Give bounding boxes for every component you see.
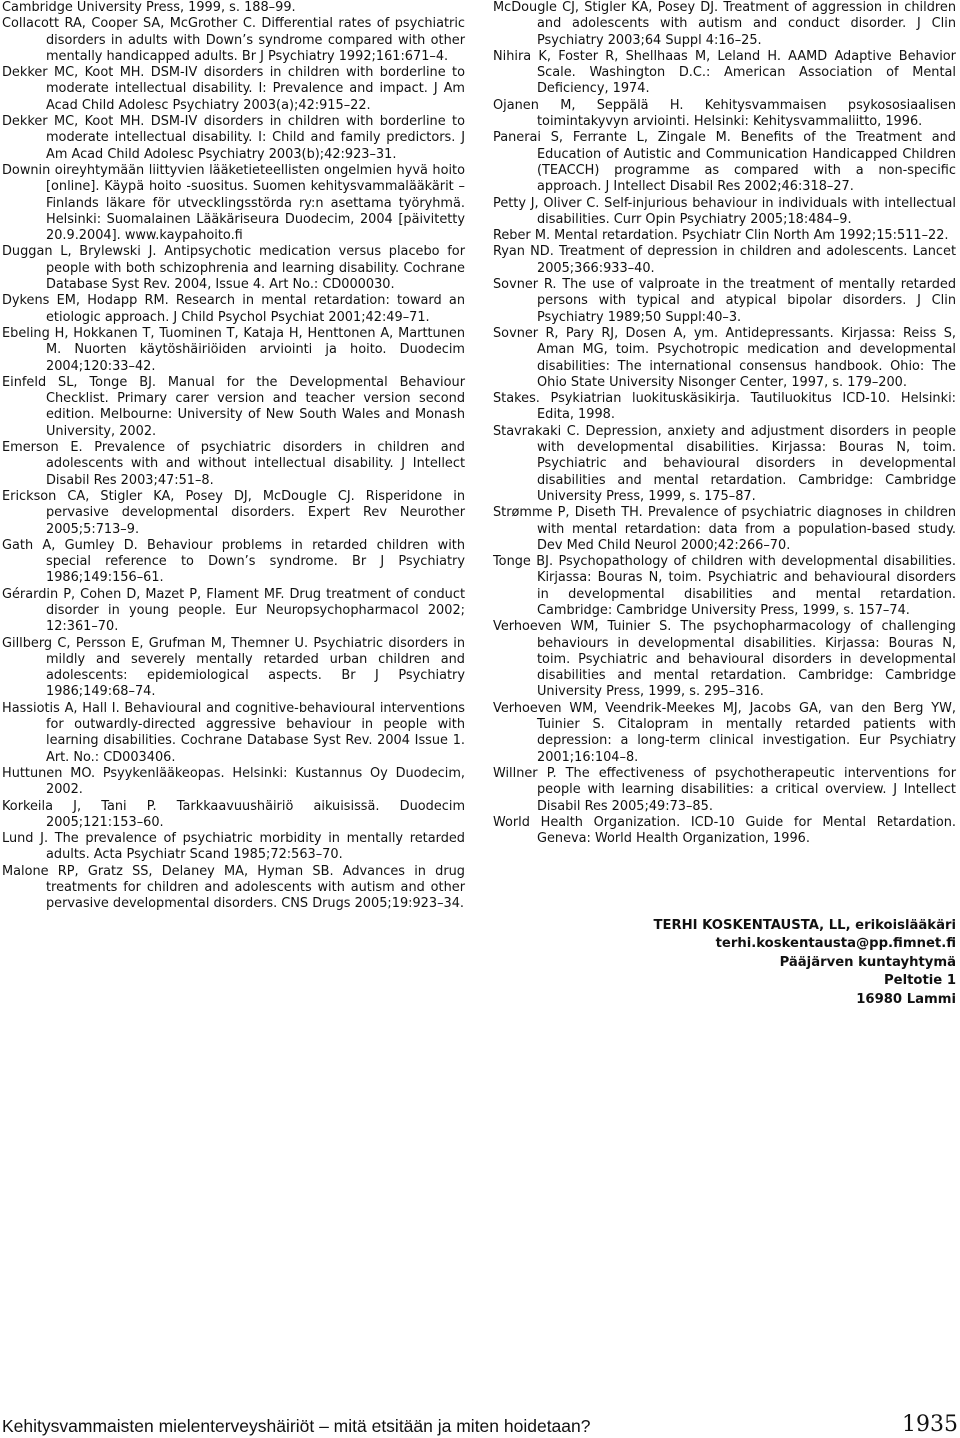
reference-item: Verhoeven WM, Tuinier S. The psychopharmacology of challenging behaviours in developmental disabilities. Kirjassa: Bouras N, toim. Psychiatric and behavioural disorders in developmental disabilities and mental retardation. Cambridge: Cambridge University Press, 1999, s. 295–316.	[493, 619, 956, 700]
reference-item: Nihira K, Foster R, Shellhaas M, Leland H. AAMD Adaptive Behavior Scale. Washington D.C.: American Association of Mental Deficiency, 1974.	[493, 48, 956, 97]
reference-item: Gath A, Gumley D. Behaviour problems in retarded children with special reference to Down’s syndrome. Br J Psychiatry 1986;149:156–61.	[2, 537, 465, 586]
reference-item: Dekker MC, Koot MH. DSM-IV disorders in children with borderline to moderate intellectual disability. I: Prevalence and impact. J Am Acad Child Adolesc Psychiatry 2003(a);42:915–22.	[2, 65, 465, 113]
reference-item: Ebeling H, Hokkanen T, Tuominen T, Kataja H, Henttonen A, Marttunen M. Nuorten käytöshäiriöiden arviointi ja hoito. Duodecim 2004;120:33–42.	[2, 325, 465, 374]
reference-item: Petty J, Oliver C. Self-injurious behaviour in individuals with intellectual disabilities. Curr Opin Psychiatry 2005;18:484–9.	[493, 195, 956, 227]
reference-item: Gillberg C, Persson E, Grufman M, Themner U. Psychiatric disorders in mildly and severely mentally retarded urban children and adolescents: epidemiological aspects. Br J Psychiatry 1986;149:68–74.	[2, 635, 465, 700]
reference-item: Strømme P, Diseth TH. Prevalence of psychiatric diagnoses in children with mental retardation: data from a population-based study. Dev Med Child Neurol 2000;42:266–70.	[493, 505, 956, 553]
reference-item: Stakes. Psykiatrian luokituskäsikirja. Tautiluokitus ICD-10. Helsinki: Edita, 1998.	[493, 391, 956, 423]
reference-column-right	[493, 0, 956, 847]
page-number: 1935	[902, 1412, 958, 1437]
reference-item: Sovner R. The use of valproate in the treatment of mentally retarded persons with typical and atypical bipolar disorders. J Clin Psychiatry 1989;50 Suppl:40–3.	[493, 277, 956, 325]
reference-item: Dykens EM, Hodapp RM. Research in mental retardation: toward an etiologic approach. J Child Psychol Psychiat 2001;42:49–71.	[2, 293, 465, 325]
reference-item: Erickson CA, Stigler KA, Posey DJ, McDougle CJ. Risperidone in pervasive developmental disorders. Expert Rev Neurother 2005;5:713–9.	[2, 488, 465, 537]
reference-item: Korkeila J, Tani P. Tarkkaavuushäiriö aikuisissä. Duodecim 2005;121:153–60.	[2, 798, 465, 830]
author-name: TERHI KOSKENTAUSTA, LL, erikoislääkäri	[653, 918, 956, 933]
running-title: Kehitysvammaisten mielenterveyshäiriöt – mitä etsitään ja miten hoidetaan?	[2, 1416, 591, 1436]
reference-item: Downin oireyhtymään liittyvien lääketieteellisten ongelmien hyvä hoito [online]. Käypä hoito -suositus. Suomen kehitysvammalääkärit – Finlands läkare för utvecklingsstörda ry:n asettama työryhmä. Helsinki: Suomalainen Lääkäriseura Duodecim, 2004 [päivitetty 20.9.2004]. www.kaypahoito.fi	[2, 162, 465, 244]
reference-item: World Health Organization. ICD-10 Guide for Mental Retardation. Geneva: World Health Organization, 1996.	[493, 814, 956, 847]
author-email: terhi.koskentausta@pp.fimnet.fi	[715, 936, 956, 952]
reference-item: Panerai S, Ferrante L, Zingale M. Benefits of the Treatment and Education of Autistic and Communication Handicapped Children (TEACCH) programme as compared with a non-specific approach. J Intellect Disabil Res 2002;46:318–27.	[493, 130, 956, 195]
author-organization: Pääjärven kuntayhtymä	[779, 954, 956, 970]
reference-item: Emerson E. Prevalence of psychiatric disorders in children and adolescents with and without intellectual disability. J Intellect Disabil Res 2003;47:51–8.	[2, 440, 465, 488]
reference-item: Cambridge University Press, 1999, s. 188–99.	[2, 0, 296, 15]
reference-item: Verhoeven WM, Veendrik-Meekes MJ, Jacobs GA, van den Berg YW, Tuinier S. Citalopram in mentally retarded patients with depression: a long-term clinical investigation. Eur Psychiatry 2001;16:104–8.	[493, 700, 956, 765]
reference-item: Tonge BJ. Psychopathology of children with developmental disabilities. Kirjassa: Bouras N, toim. Psychiatric and behavioural disorders in developmental disabilities and mental retardation. Cambridge: Cambridge University Press, 1999, s. 157–74.	[493, 554, 956, 618]
reference-item: Gérardin P, Cohen D, Mazet P, Flament MF. Drug treatment of conduct disorder in young people. Eur Neuropsychopharmacol 2002; 12:361–70.	[2, 586, 465, 635]
author-street: Peltotie 1	[883, 973, 956, 989]
author-postal: 16980 Lammi	[856, 991, 956, 1007]
reference-column-left	[2, 0, 465, 913]
author-contact-block	[556, 917, 956, 1009]
reference-item: Sovner R, Pary RJ, Dosen A, ym. Antidepressants. Kirjassa: Reiss S, Aman MG, toim. Psychotropic medication and developmental disabilities: The international consensus handbook. Ohio: The Ohio State University Nisonger Center, 1997, s. 179–200.	[493, 325, 956, 390]
reference-item: Duggan L, Brylewski J. Antipsychotic medication versus placebo for people with both schizophrenia and learning disability. Cochrane Database Syst Rev. 2004, Issue 4. Art No.: CD000030.	[2, 244, 465, 293]
reference-item: Huttunen MO. Psyykenlääkeopas. Helsinki: Kustannus Oy Duodecim, 2002.	[2, 765, 465, 798]
reference-item: Einfeld SL, Tonge BJ. Manual for the Developmental Behaviour Checklist. Primary carer version and teacher version second edition. Melbourne: University of New South Wales and Monash University, 2002.	[2, 374, 465, 439]
page-footer	[2, 1412, 958, 1438]
reference-item: McDougle CJ, Stigler KA, Posey DJ. Treatment of aggression in children and adolescents with autism and conduct disorder. J Clin Psychiatry 2003;64 Suppl 4:16–25.	[493, 0, 956, 48]
reference-item: Collacott RA, Cooper SA, McGrother C. Differential rates of psychiatric disorders in adults with Down’s syndrome compared with other mentally handicapped adults. Br J Psychiatry 1992;161:671–4.	[2, 16, 465, 64]
reference-item: Dekker MC, Koot MH. DSM-IV disorders in children with borderline to moderate intellectual disability. I: Child and family predictors. J Am Acad Child Adolesc Psychiatry 2003(b);42:923–31.	[2, 114, 465, 162]
reference-item: Reber M. Mental retardation. Psychiatr Clin North Am 1992;15:511–22.	[493, 228, 949, 244]
reference-item: Ryan ND. Treatment of depression in children and adolescents. Lancet 2005;366:933–40.	[493, 244, 956, 276]
reference-item: Willner P. The effectiveness of psychotherapeutic interventions for people with learning disabilities: a critical overview. J Intellect Disabil Res 2005;49:73–85.	[493, 765, 956, 814]
reference-item: Malone RP, Gratz SS, Delaney MA, Hyman SB. Advances in drug treatments for children and adolescents with autism and other pervasive developmental disorders. CNS Drugs 2005;19:923–34.	[2, 863, 465, 912]
reference-item: Ojanen M, Seppälä H. Kehitysvammaisen psykososiaalisen toimintakyvyn arviointi. Helsinki: Kehitysvammaliitto, 1996.	[493, 97, 956, 130]
reference-item: Lund J. The prevalence of psychiatric morbidity in mentally retarded adults. Acta Psychiatr Scand 1985;72:563–70.	[2, 831, 465, 863]
reference-item: Stavrakaki C. Depression, anxiety and adjustment disorders in people with developmental disabilities. Kirjassa: Bouras N, toim. Psychiatric and behavioural disorders in developmental disabilities and mental retardation. Cambridge: Cambridge University Press, 1999, s. 175–87.	[493, 423, 956, 504]
reference-item: Hassiotis A, Hall I. Behavioural and cognitive-behavioural interventions for outwardly-directed aggressive behaviour in people with learning disabilities. Cochrane Database Syst Rev. 2004 Issue 1. Art. No.: CD003406.	[2, 700, 465, 765]
